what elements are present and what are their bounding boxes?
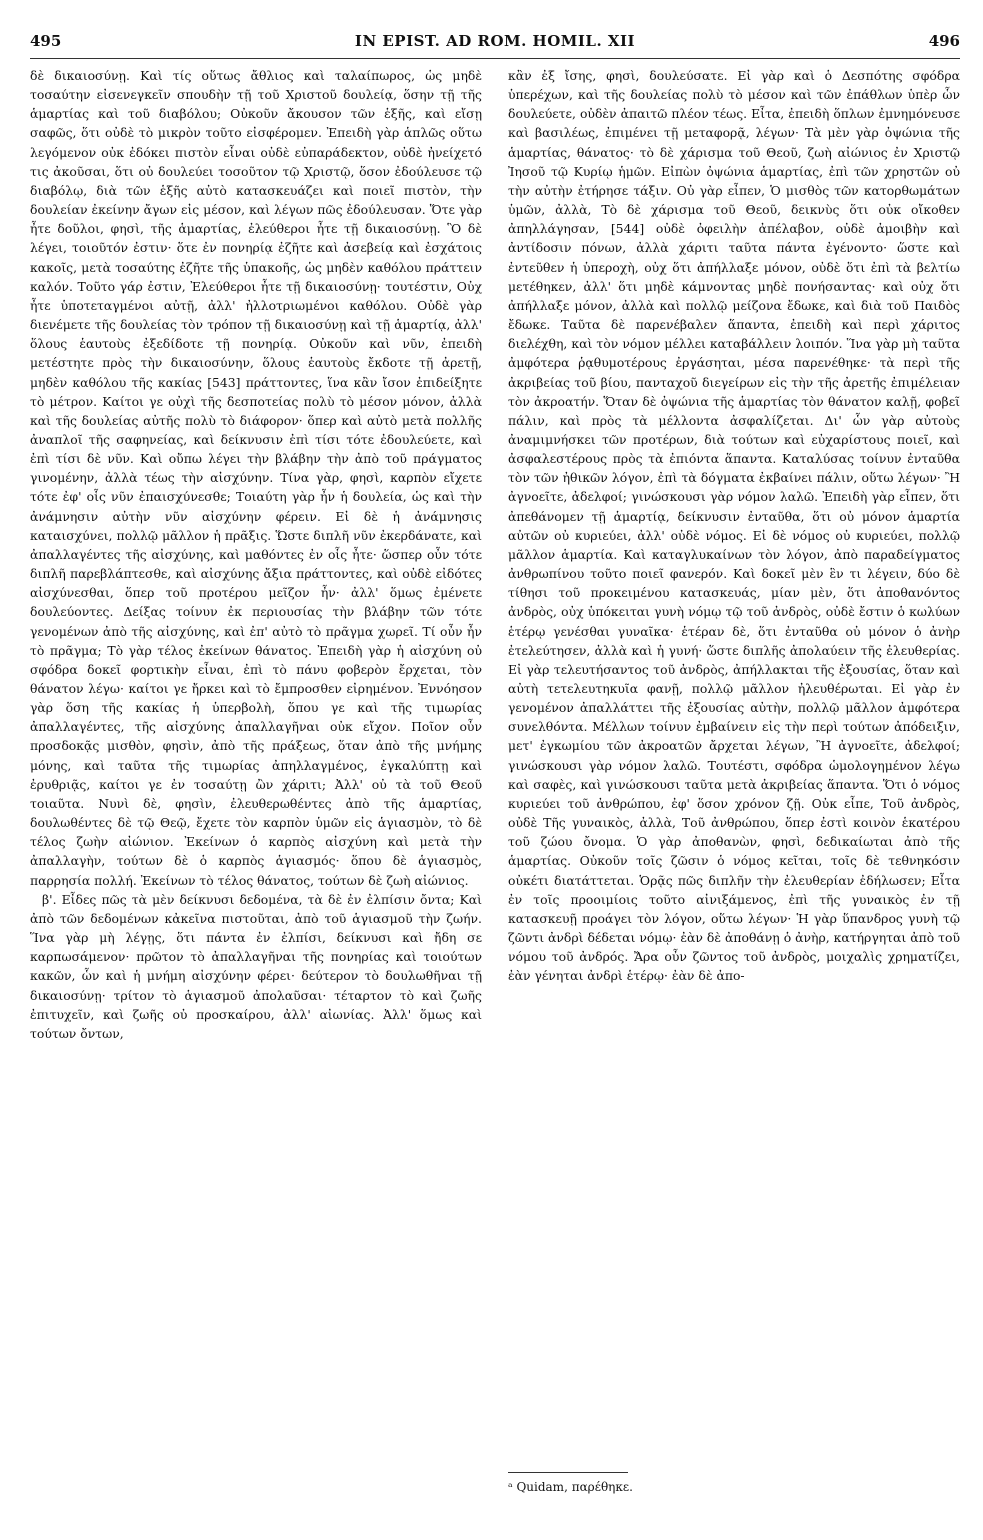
footnote-rule — [508, 1472, 628, 1473]
left-column — [30, 66, 482, 1043]
right-page-number: 496 — [928, 32, 960, 50]
text-columns — [30, 66, 960, 1506]
footnote: ᵃ Quidam, παρέθηκε. — [508, 1480, 633, 1494]
left-paragraph: δὲ δικαιοσύνῃ. Καὶ τίς οὕτως ἄθλιος καὶ ταλαίπωρος, ὡς μηδὲ τοσαύτην εἰσενεγκεῖν σπουδὴν τῇ τοῦ Χριστοῦ δουλείᾳ, ὅσην τῇ τῆς ἁμαρτίας καὶ τοῦ διαβόλου; Οὐκοῦν ἄκουσον τῶν ἑξῆς, καὶ εἴσῃ σαφῶς, ὅτι οὐδὲ τὸ μικρὸν τοῦτο εἰσφέρομεν. Ἐπειδὴ γὰρ ἁπλῶς οὕτω λεγόμενον οὐκ ἐδόκει πιστὸν εἶναι οὐδὲ εὐπαράδεκτον, οὐδὲ ἠνείχετό τις ἀκοῦσαι, ὅτι οὐ δουλεύει τοσοῦτον τῷ Χριστῷ, ὅσον ἐδούλευσε τῷ διαβόλῳ, διὰ τῶν ἑξῆς αὐτὸ κατασκευάζει καὶ ποιεῖ πιστὸν, τὴν δουλείαν ἐκείνην ἄγων εἰς μέσον, καὶ λέγων πῶς ἐδούλευσαν. Ὅτε γὰρ ἦτε δοῦλοι, φησὶ, τῆς ἁμαρτίας, ἐλεύθεροι ἦτε τῇ δικαιοσύνῃ. Ὃ δὲ λέγει, τοιοῦτόν ἐστιν· ὅτε ἐν πονηρίᾳ ἐζῆτε καὶ ἀσεβείᾳ καὶ ἐσχάτοις κακοῖς, μετὰ τοσαύτης ἐζῆτε τῆς ὑπακοῆς, ὡς μηδὲν καθόλου πράττειν καλόν. Τοῦτο γάρ ἐστιν, Ἐλεύθεροι ἦτε τῇ δικαιοσύνῃ· τουτέστιν, Οὐχ ἦτε ὑποτεταγμένοι αὐτῇ, ἀλλ' ἠλλοτριωμένοι καθόλου. Οὐδὲ γὰρ διενέμετε τῆς δουλείας τὸν τρόπον τῇ δικαιοσύνῃ καὶ τῇ ἁμαρτίᾳ, ἀλλ' ὅλους ἑαυτοὺς ἐξεδίδοτε τῇ πονηρίᾳ. Οὐκοῦν καὶ νῦν, ἐπειδὴ μετέστητε πρὸς τὴν δικαιοσύνην, ὅλους ἑαυτοὺς ἔκδοτε τῇ ἀρετῇ, μηδὲν καθόλου τῆς κακίας [543] πράττοντες, ἵνα κἂν ἴσον ἐπιδείξητε τὸ μέτρον. Καίτοι γε οὐχὶ τῆς δεσποτείας πολὺ τὸ μέσον μόνον, ἀλλὰ καὶ τῆς δουλείας αὐτῆς πολὺ τὸ διάφορον· ὅπερ καὶ αὐτὸ μετὰ πολλῆς ἀναπλοῖ τῆς σαφηνείας, καὶ δείκνυσιν ἐπὶ τίσι τότε ἐδουλεύετε, καὶ ἐπὶ τίσι δὲ νῦν. Καὶ οὔπω λέγει τὴν βλάβην τὴν ἀπὸ τοῦ πράγματος γινομένην, ἀλλὰ τέως τὴν αἰσχύνην. Τίνα γὰρ, φησὶ, καρπὸν εἴχετε τότε ἐφ' οἷς νῦν ἐπαισχύνεσθε; Τοιαύτη γὰρ ἦν ἡ δουλεία, ὡς καὶ τὴν ἀνάμνησιν αὐτὴν νῦν αἰσχύνην φέρειν. Εἰ δὲ ἡ ἀνάμνησις καταισχύνει, πολλῷ μᾶλλον ἡ πρᾶξις. Ὥστε διπλῆ νῦν ἐκερδάνατε, καὶ ἀπαλλαγέντες τῆς αἰσχύνης, καὶ μαθόντες ἐν οἷς ἦτε· ὥσπερ οὖν τότε διπλῆ παρεβλάπτεσθε, καὶ αἰσχύνης ἄξια πράττοντες, καὶ οὐδὲ εἰδότες αἰσχύνεσθαι, ὅπερ τοῦ προτέρου μεῖζον ἦν· ἀλλ' ὅμως ἐμένετε δουλεύοντες. Δείξας τοίνυν ἐκ περιουσίας τὴν βλάβην τῶν τότε γενομένων ἀπὸ τῆς αἰσχύνης, καὶ ἐπ' αὐτὸ τὸ πρᾶγμα χωρεῖ. Τί οὖν ἦν τὸ πρᾶγμα; Τὸ γὰρ τέλος ἐκείνων θάνατος. Ἐπειδὴ γὰρ ἡ αἰσχύνη οὐ σφόδρα δοκεῖ φορτικὴν εἶναι, ἐπὶ τὸ πάνυ φοβερὸν ἔρχεται, τὸν θάνατον λέγω· καίτοι γε ἤρκει καὶ τὸ ἔμπροσθεν εἰρημένον. Ἐννόησον γὰρ ὅση τῆς κακίας ἡ ὑπερβολὴ, ὅπου γε καὶ τῆς τιμωρίας ἀπαλλαγέντες, τῆς αἰσχύνης ἀπαλλαγῆναι οὐκ εἴχον. Ποῖον οὖν προσδοκᾷς μισθὸν, φησὶν, ἀπὸ τῆς πράξεως, ὅταν ἀπὸ τῆς μνήμης μόνης, καὶ ταῦτα τῆς τιμωρίας ἀπηλλαγμένος, ἐγκαλύπτῃ καὶ ἐρυθριᾷς, καίτοι γε ἐν τοσαύτῃ ὢν χάριτι; Ἀλλ' οὐ τὰ τοῦ Θεοῦ τοιαῦτα. Νυνὶ δὲ, φησὶν, ἐλευθερωθέντες ἀπὸ τῆς ἁμαρτίας, δουλωθέντες δὲ τῷ Θεῷ, ἔχετε τὸν καρπὸν ὑμῶν εἰς ἁγιασμὸν, τὸ δὲ τέλος ζωὴν αἰώνιον. Ἐκείνων ὁ καρπὸς αἰσχύνη καὶ μετὰ τὴν ἀπαλλαγὴν, τούτων δὲ ὁ καρπὸς ἁγιασμός· ὅπου δὲ ἁγιασμὸς, παρρησία πολλή. Ἐκείνων τὸ τέλος θάνατος, τούτων δὲ ζωὴ αἰώνιος. — [30, 68, 482, 888]
right-paragraph: κἂν ἐξ ἴσης, φησὶ, δουλεύσατε. Εἰ γὰρ καὶ ὁ Δεσπότης σφόδρα ὑπερέχων, καὶ τῆς δουλείας πολὺ τὸ μέσον καὶ τῶν ἐπάθλων ὑπὲρ ὧν δουλεύετε, οὐδὲν ἀπαιτῶ πλέον τέως. Εἶτα, ἐπειδὴ ὅπλων ἐμνημόνευσε καὶ βασιλέως, ἐπιμένει τῇ μεταφορᾷ, λέγων· Τὰ μὲν γὰρ ὀψώνια τῆς ἁμαρτίας, θάνατος· τὸ δὲ χάρισμα τοῦ Θεοῦ, ζωὴ αἰώνιος ἐν Χριστῷ Ἰησοῦ τῷ Κυρίῳ ἡμῶν. Εἰπὼν ὀψώνια ἁμαρτίας, ἐπὶ τῶν χρηστῶν οὐ τὴν αὐτὴν ἐτήρησε τάξιν. Οὐ γὰρ εἶπεν, Ὁ μισθὸς τῶν κατορθωμάτων ὑμῶν, ἀλλὰ, Τὸ δὲ χάρισμα τοῦ Θεοῦ, δεικνὺς ὅτι οὐκ οἴκοθεν ἀπηλλάγησαν, [544] οὐδὲ ὀφειλὴν ἀπέλαβον, οὐδὲ ἀμοιβὴν καὶ ἀντίδοσιν πόνων, ἀλλὰ χάριτι ταῦτα πάντα ἐγένοντο· ὥστε καὶ ἐντεῦθεν ἡ ὑπεροχὴ, οὐχ ὅτι ἀπήλλαξε μόνον, οὐδὲ ὅτι ἐπὶ τὰ βελτίω μετέθηκεν, ἀλλ' ὅτι μηδὲ κάμνοντας μηδὲ πονήσαντας· καὶ οὐχ ὅτι ἀπήλλαξε μόνον, ἀλλὰ καὶ πολλῷ μείζονα ἔδωκε, καὶ διὰ τοῦ Παιδὸς ἔδωκε. Ταῦτα δὲ παρενέβαλεν ἅπαντα, ἐπειδὴ καὶ περὶ χάριτος διελέχθη, καὶ τὸν νόμον μέλλει καταβάλλειν λοιπόν. Ἵνα γὰρ μὴ ταῦτα ἀμφότερα ῥᾳθυμοτέρους ἐργάσηται, μέσα παρενέθηκε· τὰ περὶ τῆς ἀκριβείας τοῦ βίου, πανταχοῦ διεγείρων εἰς τὴν τῆς ἀρετῆς ἐπιμέλειαν τὸν ἀκροατήν. Ὅταν δὲ ὀψώνια τῆς ἁμαρτίας τὸν θάνατον καλῇ, φοβεῖ πάλιν, καὶ πρὸς τὰ μέλλοντα ἀσφαλίζεται. Δι' ὧν γὰρ αὐτοὺς ἀναμιμνήσκει τῶν προτέρων, διὰ τούτων καὶ εὐχαρίστους ποιεῖ, καὶ ἀσφαλεστέρους πρὸς τὰ ἐπιόντα ἅπαντα. Καταλύσας τοίνυν ἐνταῦθα τὸν τῶν ἠθικῶν λόγον, ἐπὶ τὰ δόγματα ἐκβαίνει πάλιν, οὕτω λέγων· Ἢ ἀγνοεῖτε, ἀδελφοί; γινώσκουσι γὰρ νόμον λαλῶ. Ἐπειδὴ γὰρ εἶπεν, ὅτι ἀπεθάνομεν τῇ ἁμαρτίᾳ, δείκνυσιν ἐνταῦθα, ὅτι οὐ μόνον ἁμαρτία αὐτῶν οὐ κυριεύει, ἀλλ' οὐδὲ νόμος. Εἰ δὲ νόμος οὐ κυριεύει, πολλῷ μᾶλλον ἁμαρτία. Καὶ καταγλυκαίνων τὸν λόγον, ἀπὸ παραδείγματος ἀνθρωπίνου τοῦτο ποιεῖ φανερόν. Καὶ δοκεῖ μὲν ἓν τι λέγειν, δύο δὲ τίθησι τοῦ προκειμένου κατασκευάς, μίαν μὲν, ὅτι ἀποθανόντος ἀνδρὸς, οὐχ ὑπόκειται γυνὴ νόμῳ τῷ τοῦ ἀνδρὸς, οὐδὲ ἔστιν ὁ κωλύων ἑτέρῳ γενέσθαι γυναῖκα· ἑτέραν δὲ, ὅτι ἐνταῦθα οὐ μόνον ὁ ἀνὴρ ἐτελεύτησεν, ἀλλὰ καὶ ἡ γυνή· ὥστε διπλῆς ἀπολαύειν τῆς ἐλευθερίας. Εἰ γὰρ τελευτήσαντος τοῦ ἀνδρὸς, ἀπήλλακται τῆς ἐξουσίας, ὅταν καὶ αὐτὴ τετελευτηκυῖα φανῇ, πολλῷ μᾶλλον ἠλευθέρωται. Εἰ γὰρ ἐν γενομένον ἀπαλλάττει τῆς ἐξουσίας αὐτὴν, πολλῷ μᾶλλον ἀμφότερα συνελθόντα. Μέλλων τοίνυν ἐμβαίνειν εἰς τὴν περὶ τούτων ἀπόδειξιν, μετ' ἐγκωμίου τῶν ἀκροατῶν ἄρχεται λέγων, Ἢ ἀγνοεῖτε, ἀδελφοί; γινώσκουσι γὰρ νόμον λαλῶ. Τουτέστι, σφόδρα ὡμολογημένον λέγω καὶ σαφὲς, καὶ γινώσκουσι ταῦτα μετὰ ἀκριβείας ἅπαντα. Ὅτι ὁ νόμος κυριεύει τοῦ ἀνθρώπου, ἐφ' ὅσον χρόνον ζῇ. Οὐκ εἶπε, Τοῦ ἀνδρὸς, οὐδὲ Τῆς γυναικὸς, ἀλλὰ, Τοῦ ἀνθρώπου, ὅπερ ἐστὶ κοινὸν ἑκατέρου τοῦ ζώου ὄνομα. Ὁ γὰρ ἀποθανὼν, φησὶ, δεδικαίωται ἀπὸ τῆς ἁμαρτίας. Οὐκοῦν τοῖς ζῶσιν ὁ νόμος κεῖται, τοῖς δὲ τεθνηκόσιν οὐκέτι διατάττεται. Ὁρᾷς πῶς διπλῆν τὴν ἐλευθερίαν ἐδήλωσεν; Εἶτα ἐν τοῖς προοιμίοις τοῦτο αἰνιξάμενος, ἐπὶ τῆς γυναικὸς ἐν τῇ κατασκευῇ προάγει τὸν λόγον, οὕτω λέγων· Ἡ γὰρ ὕπανδρος γυνὴ τῷ ζῶντι ἀνδρὶ δέδεται νόμῳ· ἐὰν δὲ ἀποθάνῃ ὁ ἀνὴρ, κατήργηται ἀπὸ τοῦ νόμου τοῦ ἀνδρός. Ἄρα οὖν ζῶντος τοῦ ἀνδρὸς, μοιχαλὶς χρηματίζει, ἐὰν γένηται ἀνδρὶ ἑτέρῳ· ἐὰν δὲ ἀπο- — [508, 68, 960, 984]
left-paragraph: β'. Εἶδες πῶς τὰ μὲν δείκνυσι δεδομένα, τὰ δὲ ἐν ἐλπίσιν ὄντα; Καὶ ἀπὸ τῶν δεδομένων κἀκεῖνα πιστοῦται, ἀπὸ τοῦ ἁγιασμοῦ τὴν ζωήν. Ἵνα γὰρ μὴ λέγῃς, ὅτι πάντα ἐν ἐλπίσι, δείκνυσι καὶ ἤδη σε καρπωσάμενον· πρῶτον τὸ ἀπαλλαγῆναι τῆς πονηρίας καὶ τοιούτων κακῶν, ὧν καὶ ἡ μνήμη αἰσχύνην φέρει· δεύτερον τὸ δουλωθῆναι τῇ δικαιοσύνῃ· τρίτον τὸ ἁγιασμοῦ ἀπολαῦσαι· τέταρτον τὸ καὶ ζωῆς ἐπιτυχεῖν, καὶ ζωῆς οὐ προσκαίρου, ἀλλ' αἰωνίας. Ἀλλ' ὅμως καὶ τούτων ὄντων, — [30, 891, 482, 1041]
running-title: IN EPIST. AD ROM. HOMIL. XII — [354, 32, 636, 50]
left-page-number: 495 — [30, 32, 62, 50]
right-column — [508, 66, 960, 986]
page-header — [30, 30, 960, 59]
document-page — [30, 30, 960, 1520]
